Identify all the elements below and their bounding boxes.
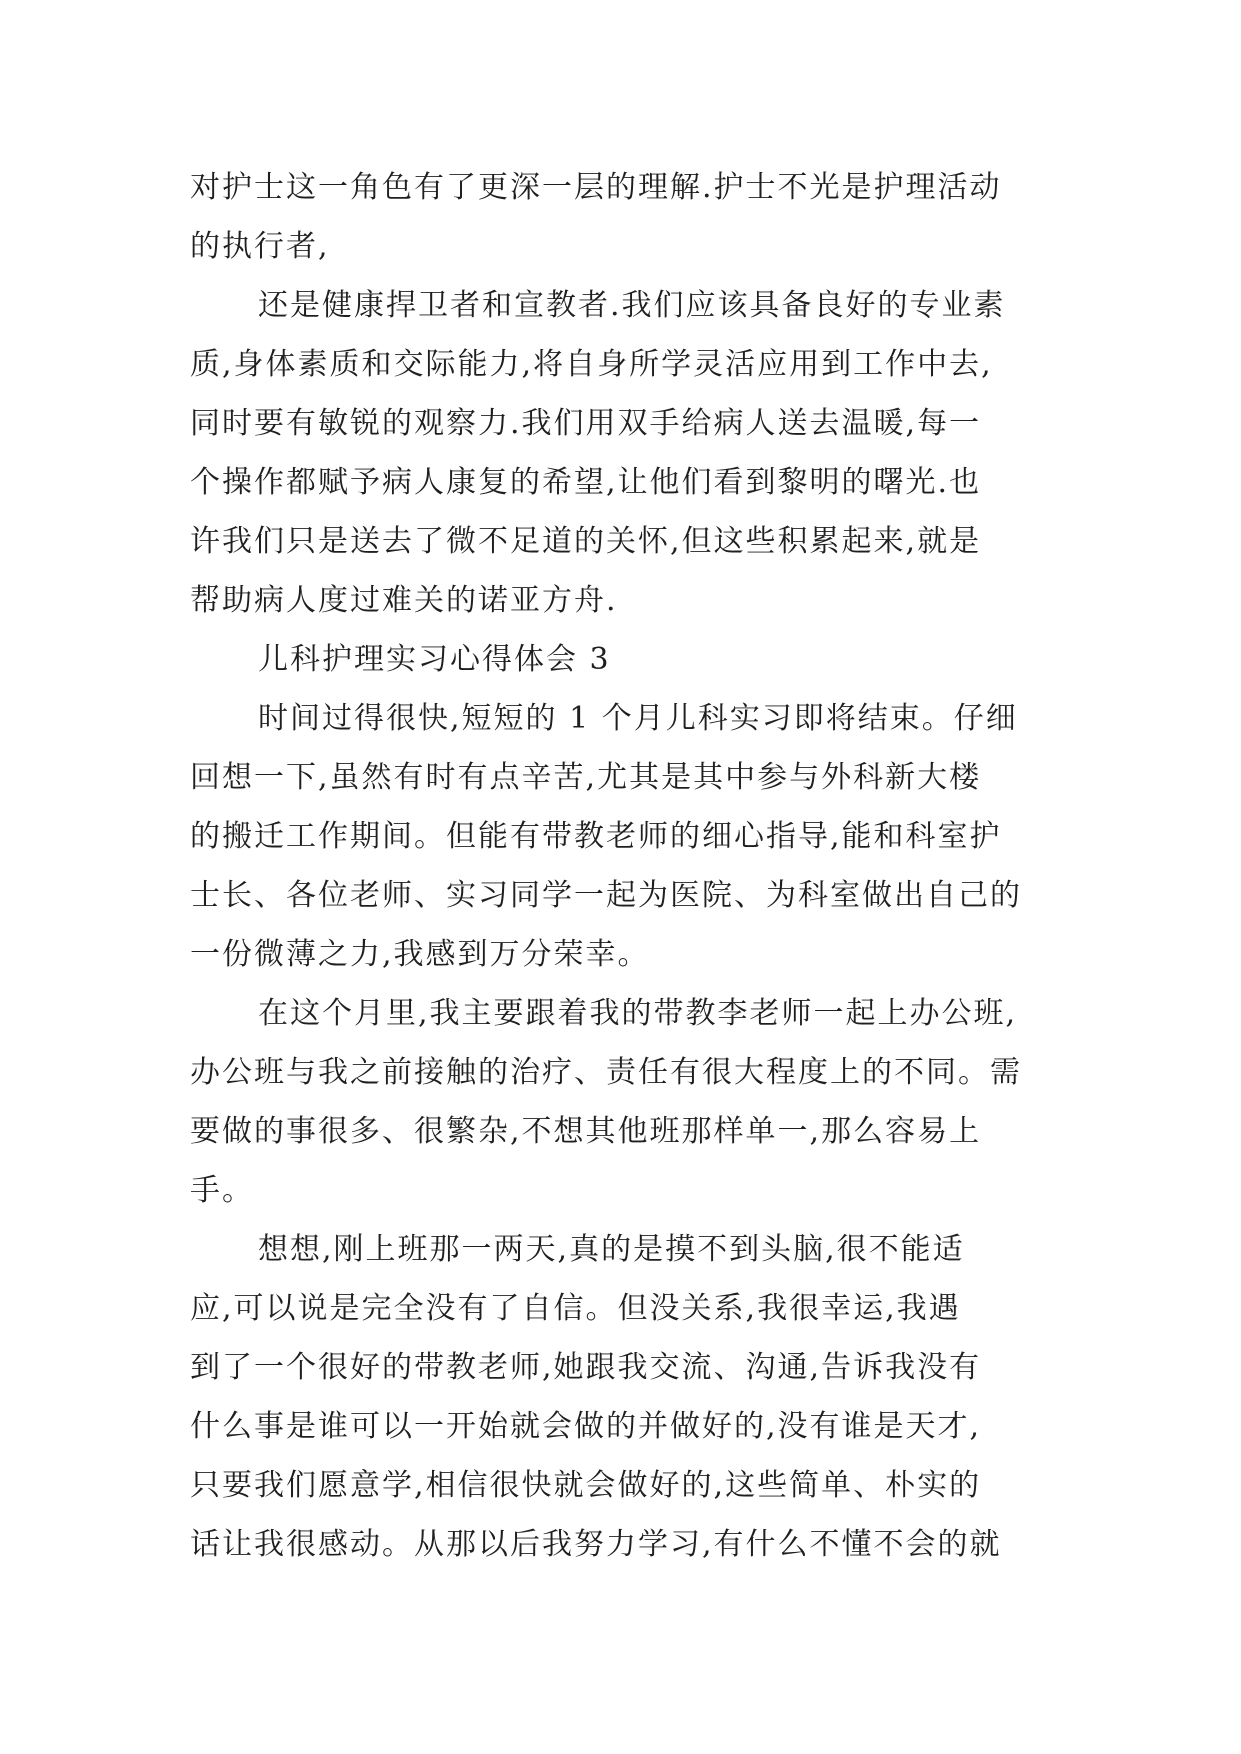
text-line: 质,身体素质和交际能力,将自身所学灵活应用到工作中去, — [190, 347, 993, 382]
text-line: 还是健康捍卫者和宣教者.我们应该具备良好的专业素 — [258, 288, 1006, 323]
text-line: 时间过得很快,短短的 1 个月儿科实习即将结束。仔细 — [258, 701, 1018, 736]
text-line: 话让我很感动。从那以后我努力学习,有什么不懂不会的就 — [190, 1527, 1002, 1562]
text-line: 应,可以说是完全没有了自信。但没关系,我很幸运,我遇 — [190, 1291, 961, 1326]
text-line: 要做的事很多、很繁杂,不想其他班那样单一,那么容易上 — [190, 1114, 982, 1149]
text-line: 办公班与我之前接触的治疗、责任有很大程度上的不同。需 — [190, 1055, 1022, 1090]
document-body — [190, 158, 1050, 1574]
text-line: 士长、各位老师、实习同学一起为医院、为科室做出自己的 — [190, 878, 1022, 913]
text-line: 许我们只是送去了微不足道的关怀,但这些积累起来,就是 — [190, 524, 982, 559]
text-line: 只要我们愿意学,相信很快就会做好的,这些简单、朴实的 — [190, 1468, 982, 1503]
text-line: 个操作都赋予病人康复的希望,让他们看到黎明的曙光.也 — [190, 465, 982, 500]
text-line: 在这个月里,我主要跟着我的带教李老师一起上办公班, — [258, 996, 1018, 1031]
text-line: 想想,刚上班那一两天,真的是摸不到头脑,很不能适 — [258, 1232, 965, 1267]
text-line: 什么事是谁可以一开始就会做的并做好的,没有谁是天才, — [190, 1409, 982, 1444]
text-line: 同时要有敏锐的观察力.我们用双手给病人送去温暖,每一 — [190, 406, 982, 441]
text-line: 到了一个很好的带教老师,她跟我交流、沟通,告诉我没有 — [190, 1350, 982, 1385]
text-line: 回想一下,虽然有时有点辛苦,尤其是其中参与外科新大楼 — [190, 760, 982, 795]
text-line: 的搬迁工作期间。但能有带教老师的细心指导,能和科室护 — [190, 819, 1002, 854]
text-line: 的执行者, — [190, 229, 330, 264]
text-line: 一份微薄之力,我感到万分荣幸。 — [190, 937, 650, 972]
text-line: 帮助病人度过难关的诺亚方舟. — [190, 583, 618, 618]
section-heading: 儿科护理实习心得体会 3 — [258, 642, 611, 677]
text-line: 手。 — [190, 1173, 254, 1208]
text-line: 对护士这一角色有了更深一层的理解.护士不光是护理活动 — [190, 170, 1002, 205]
